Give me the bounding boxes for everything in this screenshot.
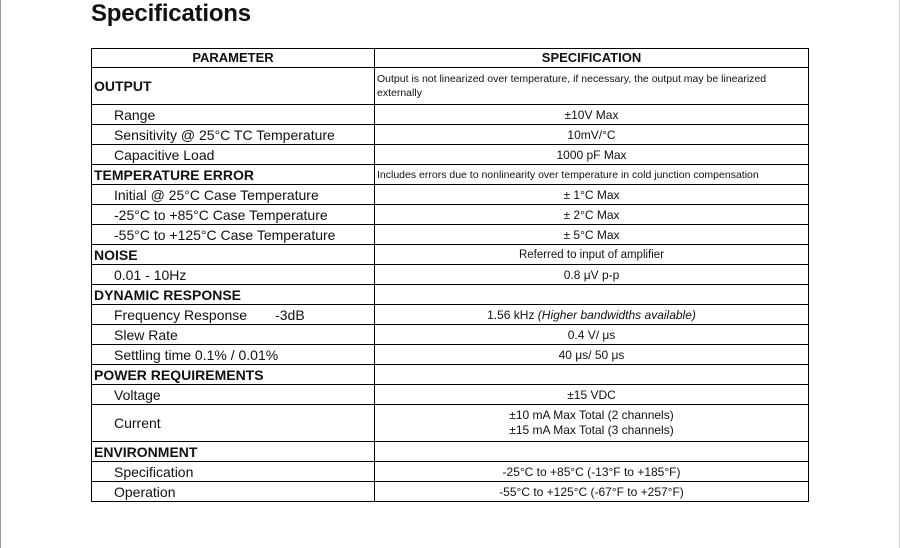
section-row-dynamic-response bbox=[92, 285, 809, 305]
table-row bbox=[92, 482, 809, 502]
spec-italic-note: (Higher bandwidths available) bbox=[537, 307, 696, 322]
spec-cell: ± 5°C Max bbox=[375, 225, 809, 245]
section-name: TEMPERATURE ERROR bbox=[92, 165, 375, 185]
section-note: Includes errors due to nonlinearity over temperature in cold junction compensation bbox=[375, 165, 809, 185]
spec-cell: ±10V Max bbox=[375, 105, 809, 125]
table-row bbox=[92, 185, 809, 205]
param-cell: Sensitivity @ 25°C TC Temperature bbox=[92, 125, 375, 145]
empty-cell bbox=[375, 442, 809, 462]
spec-line: ±10 mA Max Total (2 channels) bbox=[509, 408, 674, 422]
section-name: OUTPUT bbox=[92, 68, 375, 105]
param-cell: Range bbox=[92, 105, 375, 125]
section-row-environment bbox=[92, 442, 809, 462]
table-row bbox=[92, 325, 809, 345]
param-cell bbox=[92, 305, 375, 325]
param-cell: -55°C to +125°C Case Temperature bbox=[92, 225, 375, 245]
spec-line: ±15 mA Max Total (3 channels) bbox=[509, 423, 674, 437]
section-name: POWER REQUIREMENTS bbox=[92, 365, 375, 385]
spec-cell: 0.4 V/ μs bbox=[375, 325, 809, 345]
section-name: DYNAMIC RESPONSE bbox=[92, 285, 375, 305]
table-header-row bbox=[92, 49, 809, 68]
table-row bbox=[92, 145, 809, 165]
section-row-power-requirements bbox=[92, 365, 809, 385]
section-name: NOISE bbox=[92, 245, 375, 265]
section-row-noise bbox=[92, 245, 809, 265]
spec-cell: 0.8 μV p-p bbox=[375, 265, 809, 285]
table-row bbox=[92, 205, 809, 225]
spec-value: 1.56 kHz bbox=[487, 307, 535, 322]
table-row bbox=[92, 105, 809, 125]
param-cell: Slew Rate bbox=[92, 325, 375, 345]
spec-cell: 1000 pF Max bbox=[375, 145, 809, 165]
specifications-table bbox=[91, 48, 809, 502]
param-cell: Settling time 0.1% / 0.01% bbox=[92, 345, 375, 365]
table-row bbox=[92, 385, 809, 405]
section-note: Referred to input of amplifier bbox=[375, 245, 809, 265]
table-row bbox=[92, 345, 809, 365]
table-row bbox=[92, 305, 809, 325]
param-cell: -25°C to +85°C Case Temperature bbox=[92, 205, 375, 225]
table-row bbox=[92, 405, 809, 442]
spec-cell: ± 2°C Max bbox=[375, 205, 809, 225]
table-row bbox=[92, 265, 809, 285]
spec-cell: ± 1°C Max bbox=[375, 185, 809, 205]
param-cell: Voltage bbox=[92, 385, 375, 405]
page-left-edge bbox=[0, 0, 1, 548]
section-row-output bbox=[92, 68, 809, 105]
empty-cell bbox=[375, 365, 809, 385]
param-label: Frequency Response bbox=[114, 306, 248, 323]
spec-cell: -25°C to +85°C (-13°F to +185°F) bbox=[375, 462, 809, 482]
param-cell: Specification bbox=[92, 462, 375, 482]
section-note: Output is not linearized over temperature, if necessary, the output may be linearized externally bbox=[375, 68, 809, 105]
param-cell: Operation bbox=[92, 482, 375, 502]
param-suffix: -3dB bbox=[275, 306, 305, 323]
header-specification: SPECIFICATION bbox=[375, 49, 809, 68]
table-row bbox=[92, 225, 809, 245]
spec-cell: 40 μs/ 50 μs bbox=[375, 345, 809, 365]
empty-cell bbox=[375, 285, 809, 305]
spec-cell: 10mV/°C bbox=[375, 125, 809, 145]
table-row bbox=[92, 462, 809, 482]
spec-cell bbox=[375, 405, 809, 442]
header-parameter: PARAMETER bbox=[92, 49, 375, 68]
param-cell: Current bbox=[92, 405, 375, 442]
section-row-temperature-error bbox=[92, 165, 809, 185]
param-cell: Initial @ 25°C Case Temperature bbox=[92, 185, 375, 205]
page-title: Specifications bbox=[91, 0, 251, 27]
spec-cell bbox=[375, 305, 809, 325]
param-cell: 0.01 - 10Hz bbox=[92, 265, 375, 285]
section-name: ENVIRONMENT bbox=[92, 442, 375, 462]
table-row bbox=[92, 125, 809, 145]
param-cell: Capacitive Load bbox=[92, 145, 375, 165]
spec-cell: -55°C to +125°C (-67°F to +257°F) bbox=[375, 482, 809, 502]
spec-cell: ±15 VDC bbox=[375, 385, 809, 405]
